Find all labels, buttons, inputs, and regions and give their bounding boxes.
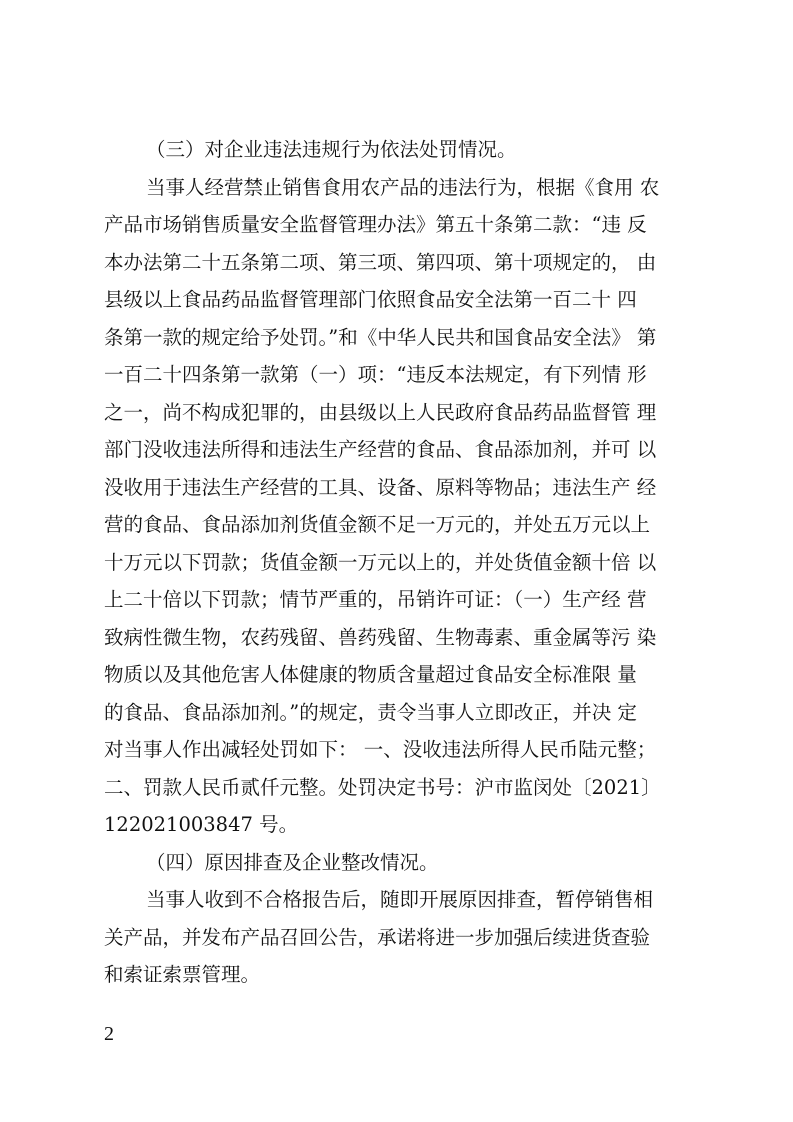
paragraph-line: 122021003847 号。	[104, 813, 299, 836]
paragraph-line: 当事人收到不合格报告后，随即开展原因排查，暂停销售相	[146, 888, 654, 911]
paragraph-line: 产品市场销售质量安全监督管理办法》第五十条第二款：“违 反	[104, 213, 647, 236]
paragraph-line: 关产品，并发布产品召回公告，承诺将进一步加强后续进货查验	[104, 925, 651, 949]
paragraph-line: 对当事人作出减轻处罚如下： 一、没收违法所得人民币陆元整；	[104, 738, 657, 761]
paragraph-line: 致病性微生物，农药残留、兽药残留、生物毒素、重金属等污 染	[104, 625, 657, 649]
paragraph-line: 当事人经营禁止销售食用农产品的违法行为，根据《食用 农	[146, 175, 660, 199]
paragraph-line: 营的食品、食品添加剂货值金额不足一万元的，并处五万元以上	[104, 513, 651, 536]
paragraph-line: 十万元以下罚款；货值金额一万元以上的，并处货值金额十倍 以	[104, 550, 657, 574]
paragraph-line: 物质以及其他危害人体健康的物质含量超过食品安全标准限 量	[104, 663, 637, 686]
paragraph-line: 没收用于违法生产经营的工具、设备、原料等物品；违法生产 经	[104, 475, 657, 499]
section-3-heading: （三）对企业违法违规行为依法处罚情况。	[146, 138, 517, 161]
paragraph-line: 的食品、食品添加剂。”的规定，责令当事人立即改正，并决 定	[104, 700, 637, 724]
paragraph-line: 部门没收违法所得和违法生产经营的食品、食品添加剂，并可 以	[104, 438, 657, 461]
paragraph-line: 一百二十四条第一款第（一）项：“违反本法规定，有下列情 形	[104, 363, 647, 386]
paragraph-line: 条第一款的规定给予处罚。”和《中华人民共和国食品安全法》 第	[104, 325, 657, 349]
paragraph-line: 上二十倍以下罚款；情节严重的，吊销许可证：（一）生产经 营	[104, 588, 647, 611]
paragraph-line: 二、罚款人民币贰仟元整。处罚决定书号：沪市监闵处〔2021〕	[104, 775, 661, 799]
paragraph-line: 之一，尚不构成犯罪的，由县级以上人民政府食品药品监督管 理	[104, 400, 657, 424]
paragraph-line: 和索证索票管理。	[104, 963, 261, 986]
page-number: 2	[104, 1023, 114, 1045]
section-4-heading: （四）原因排查及企业整改情况。	[146, 850, 439, 874]
document-body	[104, 131, 692, 994]
paragraph-line: 县级以上食品药品监督管理部门依照食品安全法第一百二十 四	[104, 288, 637, 311]
paragraph-line: 本办法第二十五条第二项、第三项、第四项、第十项规定的， 由	[104, 250, 657, 274]
